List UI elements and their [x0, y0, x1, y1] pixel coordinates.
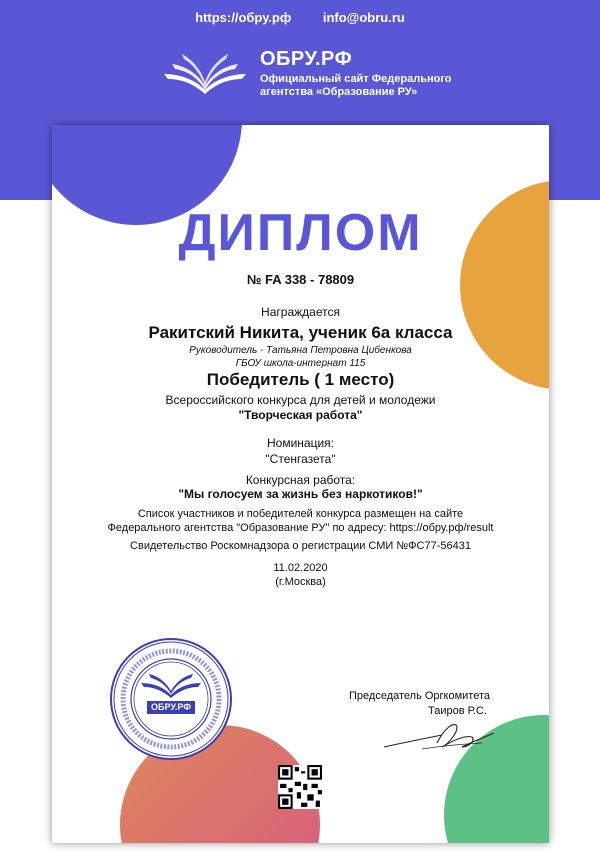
official-stamp — [109, 637, 233, 761]
registration-line: Свидетельство Роскомнадзора о регистрации СМИ №ФС77-56431 — [130, 540, 471, 552]
contest-line: Всероссийского конкурса для детей и молодежи — [165, 393, 436, 407]
results-list-line2: Федерального агентства "Образование РУ" по адресу: https://обру.рф/result — [107, 522, 494, 534]
email-link[interactable]: info@obru.ru — [322, 10, 405, 25]
header-links — [0, 10, 600, 25]
recipient-name: Ракитский Никита, ученик 6а класса — [148, 323, 453, 342]
handwritten-signature-icon — [382, 713, 497, 755]
work-title: "Мы голосуем за жизнь без наркотиков!" — [178, 487, 423, 501]
brand-block — [160, 48, 460, 108]
place-line: Победитель ( 1 место) — [206, 370, 395, 389]
diploma-sheet — [52, 125, 549, 843]
qr-code-icon[interactable] — [278, 765, 322, 809]
chairman-title: Председатель Оргкомитета — [349, 690, 491, 702]
book-logo-icon — [160, 50, 250, 98]
brand-name: ОБРУ.РФ — [260, 48, 353, 70]
diploma-title: ДИПЛОМ — [178, 204, 423, 262]
results-list-line1: Список участников и победителей конкурса размещен на сайте — [137, 508, 464, 520]
website-link[interactable]: https://обру.рф — [195, 10, 292, 25]
nomination-value: "Стенгазета" — [265, 452, 336, 466]
supervisor-line: Руководитель - Татьяна Петровна Цибенкова — [189, 345, 412, 356]
awarded-label: Награждается — [261, 305, 340, 319]
school-line: ГБОУ школа-интернат 115 — [235, 358, 366, 369]
stamp-seal-icon — [109, 637, 233, 761]
issue-city: (г.Москва) — [275, 576, 326, 588]
work-label: Конкурсная работа: — [245, 473, 356, 487]
brand-description — [260, 73, 460, 99]
chairman-name: Таиров Р.С. — [428, 705, 487, 717]
brand-desc-line1: Официальный сайт Федерального — [260, 73, 452, 85]
nomination-label: Номинация: — [266, 436, 334, 450]
issue-date: 11.02.2020 — [273, 562, 328, 574]
diploma-number: № FA 338 - 78809 — [246, 272, 355, 287]
brand-desc-line2: агентства «Образование РУ» — [260, 86, 418, 98]
contest-name: "Творческая работа" — [238, 408, 363, 422]
stamp-label: ОБРУ.РФ — [151, 702, 191, 712]
